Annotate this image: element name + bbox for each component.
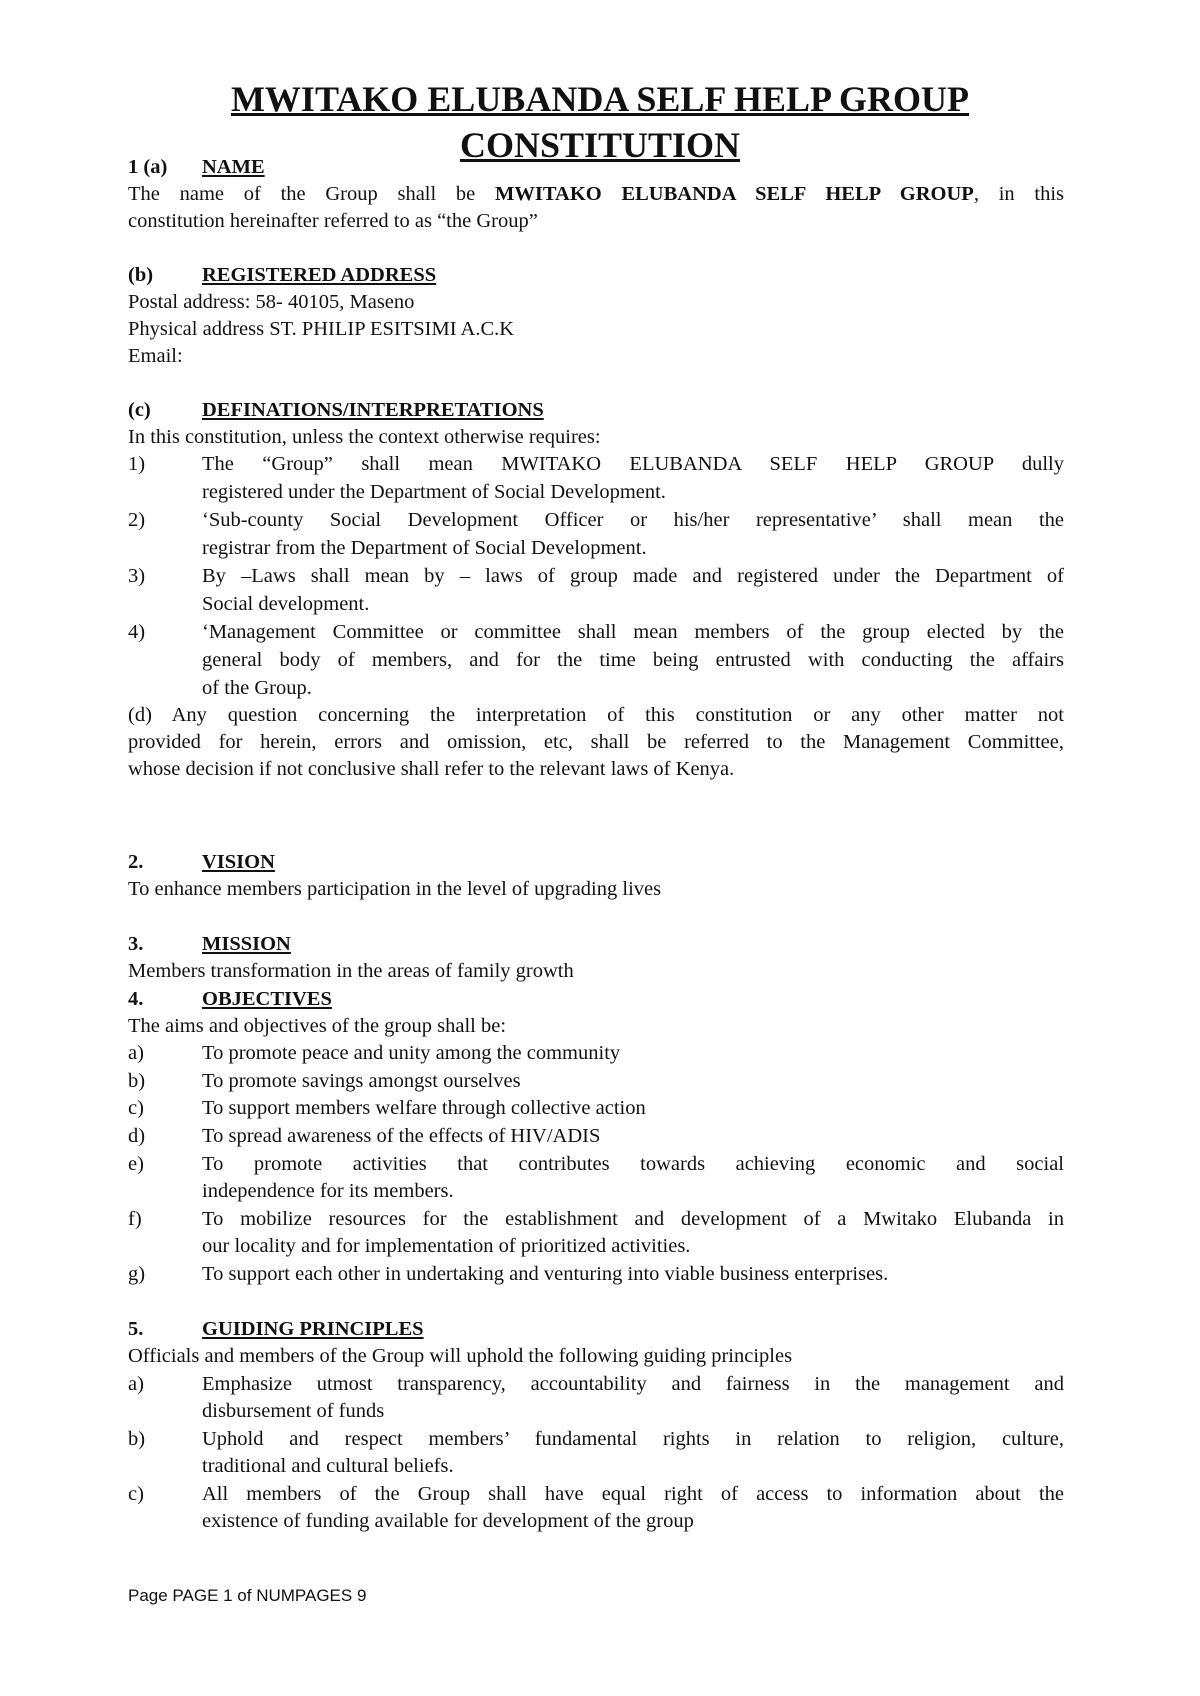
list-number: 3) <box>128 565 146 587</box>
list-item: of the Group. <box>202 677 312 699</box>
list-number: a) <box>128 1042 144 1064</box>
list-item: By –Laws shall mean by – laws of group made and registered under the Department of <box>202 565 1064 587</box>
list-item: To spread awareness of the effects of HIV/ADIS <box>202 1125 601 1147</box>
list-item: To promote activities that contributes towards achieving economic and social <box>202 1153 1064 1175</box>
list-number: 4) <box>128 621 146 643</box>
section-heading-name: NAME <box>202 156 265 178</box>
document-title-line1: MWITAKO ELUBANDA SELF HELP GROUP <box>230 79 970 119</box>
paragraph-line: (d) Any question concerning the interpretation of this constitution or any other matter not <box>128 704 1064 726</box>
paragraph-line: provided for herein, errors and omission, etc, shall be referred to the Management Committee, <box>128 731 1064 753</box>
section-heading-mission: MISSION <box>202 933 291 955</box>
section-heading-definitions: DEFINATIONS/INTERPRETATIONS <box>202 399 544 421</box>
section-number: 5. <box>128 1318 144 1340</box>
postal-address: Postal address: 58- 40105, Maseno <box>128 291 415 313</box>
list-number: b) <box>128 1428 146 1450</box>
section-number: (b) <box>128 264 154 286</box>
list-number: c) <box>128 1483 144 1505</box>
list-item: Uphold and respect members’ fundamental rights in relation to religion, culture, <box>202 1428 1064 1450</box>
list-item: ‘Sub-county Social Development Officer or his/her representative’ shall mean the <box>202 509 1064 531</box>
list-number: 2) <box>128 509 146 531</box>
paragraph-line: Members transformation in the areas of family growth <box>128 960 574 982</box>
document-title-line2: CONSTITUTION <box>459 125 741 165</box>
section-number: 4. <box>128 988 144 1010</box>
list-item: registered under the Department of Social Development. <box>202 481 666 503</box>
list-number: c) <box>128 1097 144 1119</box>
list-item: independence for its members. <box>202 1180 454 1202</box>
paragraph-line: whose decision if not conclusive shall refer to the relevant laws of Kenya. <box>128 758 735 780</box>
list-item: general body of members, and for the time being entrusted with conducting the affairs <box>202 649 1064 671</box>
paragraph-line: The aims and objectives of the group shall be: <box>128 1015 507 1037</box>
section-number: 3. <box>128 933 144 955</box>
paragraph-line: The name of the Group shall be MWITAKO ELUBANDA SELF HELP GROUP, in this <box>128 183 1065 205</box>
list-item: ‘Management Committee or committee shall mean members of the group elected by the <box>202 621 1064 643</box>
list-item: All members of the Group shall have equal right of access to information about the <box>202 1483 1064 1505</box>
list-item: our locality and for implementation of prioritized activities. <box>202 1235 691 1257</box>
section-heading-vision: VISION <box>202 851 275 873</box>
paragraph-line: To enhance members participation in the level of upgrading lives <box>128 878 662 900</box>
page-footer: Page PAGE 1 of NUMPAGES 9 <box>128 1586 367 1605</box>
section-number: 2. <box>128 851 144 873</box>
list-item: traditional and cultural beliefs. <box>202 1455 454 1477</box>
list-item: To promote peace and unity among the community <box>202 1042 621 1064</box>
section-heading-objectives: OBJECTIVES <box>202 988 332 1010</box>
list-item: registrar from the Department of Social Development. <box>202 537 647 559</box>
section-heading-guiding-principles: GUIDING PRINCIPLES <box>202 1318 424 1340</box>
list-number: b) <box>128 1070 146 1092</box>
section-heading-address: REGISTERED ADDRESS <box>202 264 437 286</box>
paragraph-line: Officials and members of the Group will uphold the following guiding principles <box>128 1345 793 1367</box>
email-line: Email: <box>128 345 183 367</box>
list-item: The “Group” shall mean MWITAKO ELUBANDA SELF HELP GROUP dully <box>202 453 1064 475</box>
list-number: e) <box>128 1153 144 1175</box>
list-number: f) <box>128 1208 142 1230</box>
list-number: a) <box>128 1373 144 1395</box>
section-number: (c) <box>128 399 151 421</box>
list-item: To mobilize resources for the establishment and development of a Mwitako Elubanda in <box>202 1208 1064 1230</box>
list-item: disbursement of funds <box>202 1400 385 1422</box>
list-number: 1) <box>128 453 146 475</box>
group-name-bold: MWITAKO ELUBANDA SELF HELP GROUP <box>495 183 974 205</box>
list-item: Emphasize utmost transparency, accountability and fairness in the management and <box>202 1373 1064 1395</box>
paragraph-line: constitution hereinafter referred to as “the Group” <box>128 210 538 232</box>
physical-address: Physical address ST. PHILIP ESITSIMI A.C.K <box>128 318 515 340</box>
list-number: g) <box>128 1263 146 1285</box>
list-item: Social development. <box>202 593 370 615</box>
paragraph-line: In this constitution, unless the context otherwise requires: <box>128 426 601 448</box>
list-number: d) <box>128 1125 146 1147</box>
list-item: To support members welfare through collective action <box>202 1097 646 1119</box>
section-number: 1 (a) <box>128 156 168 178</box>
list-item: To promote savings amongst ourselves <box>202 1070 521 1092</box>
list-item: existence of funding available for development of the group <box>202 1510 694 1532</box>
list-item: To support each other in undertaking and venturing into viable business enterprises. <box>202 1263 889 1285</box>
